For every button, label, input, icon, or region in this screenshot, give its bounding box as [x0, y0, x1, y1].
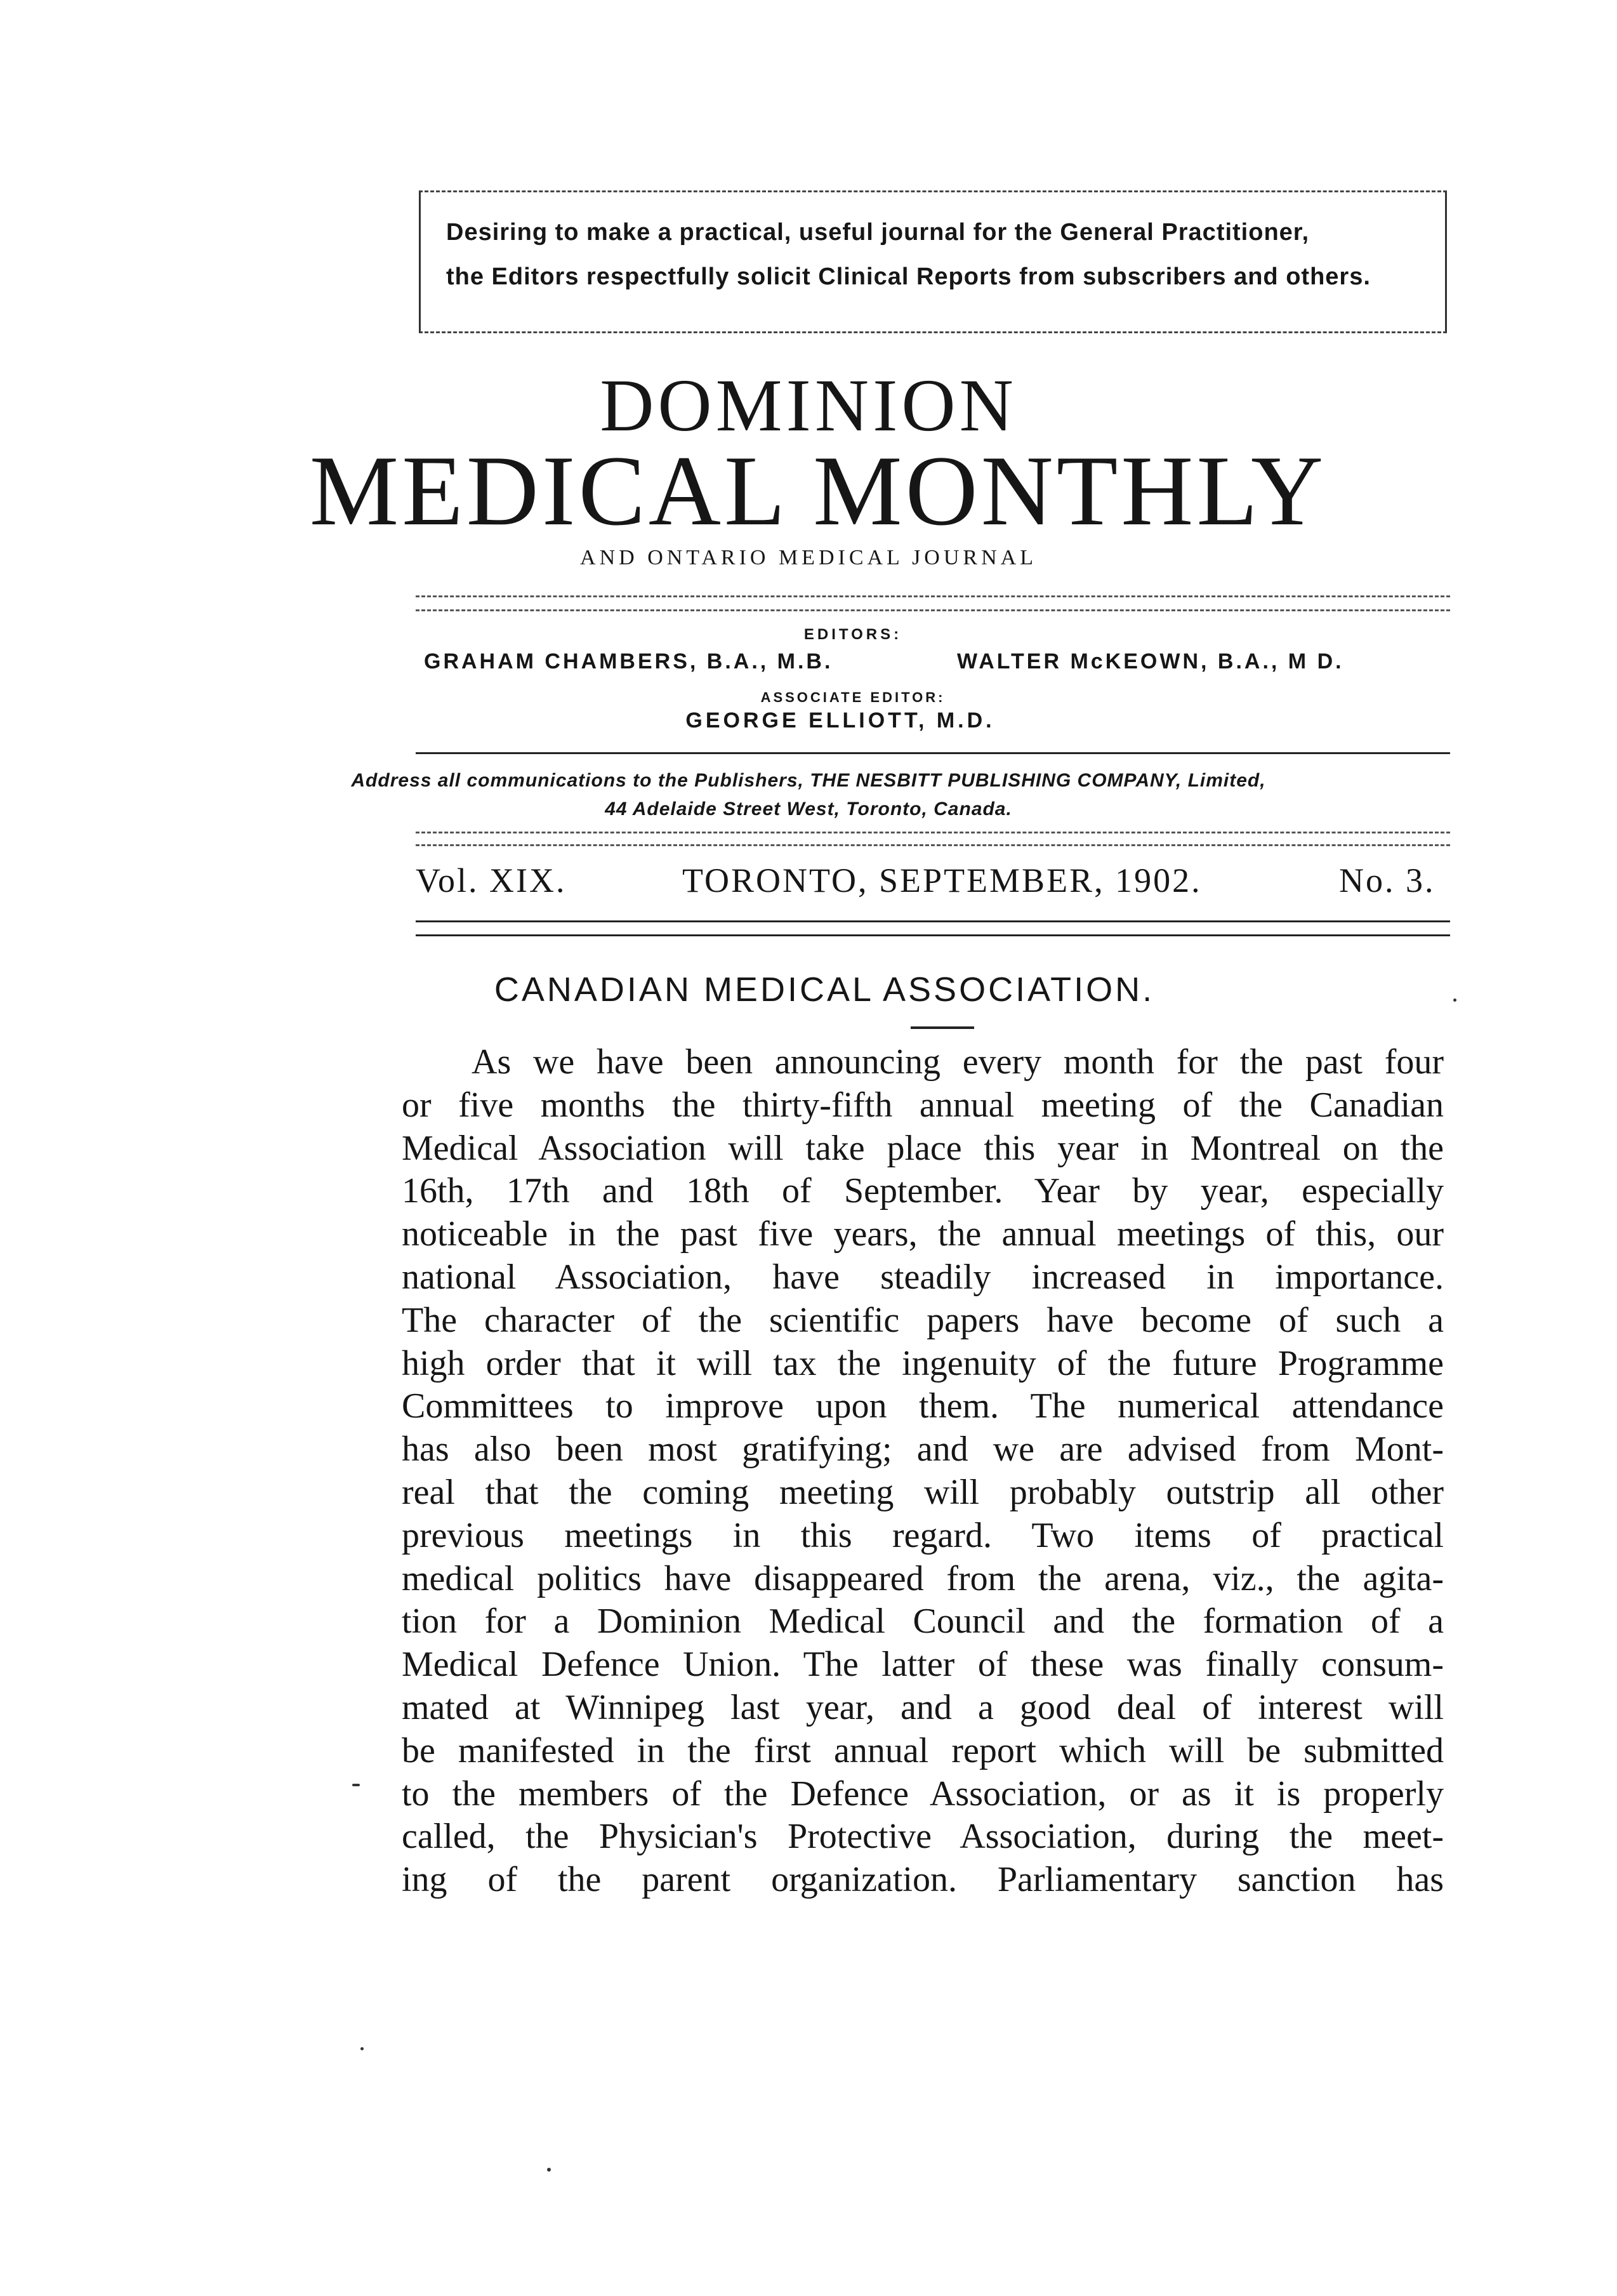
article-line: medical politics have disappeared from the arena, viz., the agita- — [402, 1558, 1444, 1598]
editor-name-left: GRAHAM CHAMBERS, B.A., M.B. — [424, 649, 833, 674]
notice-box — [419, 190, 1447, 333]
article-line: national Association, have steadily increased in importance. — [402, 1257, 1444, 1297]
associate-editor-name: GEORGE ELLIOTT, M.D. — [685, 708, 995, 733]
scan-speck — [360, 2047, 364, 2050]
issue-place-date: TORONTO, SEPTEMBER, 1902. — [682, 861, 1202, 899]
article-line: Committees to improve upon them. The numerical attendance — [402, 1386, 1444, 1426]
article-line: or five months the thirty-fifth annual meeting of the Canadian — [402, 1085, 1444, 1125]
editors-label: EDITORS: — [803, 626, 902, 643]
article-line: 16th, 17th and 18th of September. Year by year, especially — [402, 1171, 1444, 1211]
article-line: be manifested in the first annual report which will be submitted — [402, 1730, 1444, 1770]
associate-editor-label: ASSOCIATE EDITOR: — [760, 689, 946, 705]
publisher-address-line-1: Address all communications to the Publishers, THE NESBITT PUBLISHING COMPANY, Limited, — [351, 770, 1266, 791]
divider-rule — [416, 934, 1450, 936]
article-line: noticeable in the past five years, the annual meetings of this, our — [402, 1214, 1444, 1254]
scan-speck — [1453, 999, 1456, 1002]
article-line: previous meetings in this regard. Two items of practical — [402, 1515, 1444, 1555]
notice-line-2: the Editors respectfully solicit Clinical Reports from subscribers and others. — [446, 263, 1371, 290]
article-line: As we have been announcing every month for the past four — [472, 1042, 1444, 1082]
notice-line-1: Desiring to make a practical, useful journal for the General Practitioner, — [446, 219, 1310, 246]
issue-number: No. 3. — [1339, 861, 1436, 899]
scan-speck — [352, 1784, 360, 1786]
article-line: high order that it will tax the ingenuity of the future Programme — [402, 1343, 1444, 1383]
divider-rule — [416, 832, 1450, 833]
article-line: called, the Physician's Protective Association, during the meet- — [402, 1817, 1444, 1857]
article-line: real that the coming meeting will probably outstrip all other — [402, 1472, 1444, 1512]
article-line: Medical Association will take place this year in Montreal on the — [402, 1128, 1444, 1168]
divider-rule — [416, 920, 1450, 922]
publisher-address-line-2: 44 Adelaide Street West, Toronto, Canada. — [605, 799, 1012, 820]
article-line: ing of the parent organization. Parliamentary sanction has — [402, 1860, 1444, 1900]
divider-rule — [416, 609, 1450, 611]
masthead-subtitle: AND ONTARIO MEDICAL JOURNAL — [580, 546, 1037, 569]
masthead-title-line-2: MEDICAL MONTHLY — [309, 435, 1327, 547]
divider-rule — [416, 752, 1450, 754]
article-line: tion for a Dominion Medical Council and the formation of a — [402, 1602, 1444, 1642]
scan-speck — [547, 2168, 551, 2172]
volume-number: Vol. XIX. — [416, 861, 567, 899]
title-underline — [911, 1026, 974, 1029]
masthead-title-line-1: DOMINION — [600, 364, 1017, 447]
article-line: mated at Winnipeg last year, and a good deal of interest will — [402, 1687, 1444, 1727]
divider-rule — [416, 595, 1450, 597]
article-title: CANADIAN MEDICAL ASSOCIATION. — [494, 971, 1155, 1009]
article-line: to the members of the Defence Association, or as it is properly — [402, 1774, 1444, 1814]
article-body — [402, 1041, 1444, 1902]
editor-name-right: WALTER McKEOWN, B.A., M D. — [957, 649, 1344, 674]
article-line: The character of the scientific papers have become of such a — [402, 1300, 1444, 1340]
article-line: has also been most gratifying; and we are advised from Mont- — [402, 1430, 1444, 1470]
article-line: Medical Defence Union. The latter of these was finally consum- — [402, 1645, 1444, 1685]
divider-rule — [416, 844, 1450, 846]
